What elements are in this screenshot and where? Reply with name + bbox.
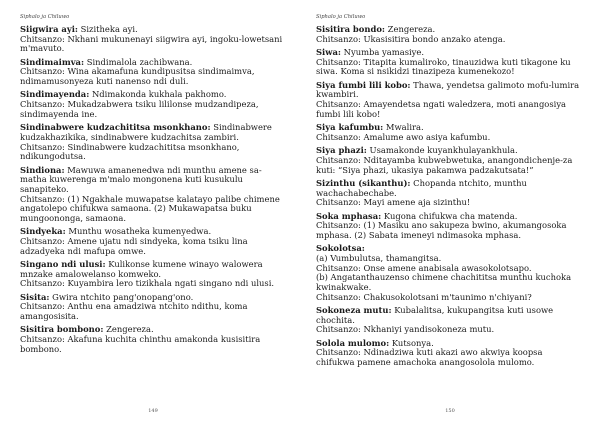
example-text: Amayendetsa ngati waledzera, moti anangosiya fumbi lili kobo! (316, 99, 567, 119)
dictionary-entry (20, 90, 286, 119)
dictionary-entry (20, 58, 286, 87)
dictionary-entry (316, 244, 580, 302)
example-label: Chitsanzo: (20, 99, 65, 110)
definition: Zengereza. (385, 24, 436, 34)
example-label: Chitsanzo: (316, 262, 361, 273)
example-text: Nkhaniyi yandisokoneza mutu. (360, 324, 495, 335)
headword: Sisita: (20, 291, 50, 302)
dictionary-entry (20, 227, 286, 256)
example-text: Amene ujatu ndi sindyeka, koma tsiku lina adzadyeka ndi mafupa omwe. (20, 236, 248, 256)
example-label: Chitsanzo: (20, 193, 65, 204)
headword: Sisitira bombono: (20, 324, 104, 335)
definition: Kulikonse kumene winayo walowera mnzake amalowelanso komweko. (20, 259, 263, 279)
sense-b: (b) Angatanthauzenso chimene chachititsa munthu kuchoka kwinakwake. (316, 272, 572, 293)
example-text: Nditayamba kubwebwetuka, anangondichenje-za kuti: “Siya phazi, ukasiya pakamwa padzakutsata!” (316, 154, 573, 175)
definition: Mwalira. (383, 122, 424, 133)
example-label: Chitsanzo: (316, 324, 361, 335)
example-label: Chitsanzo: (316, 99, 361, 110)
page-number: 150 (445, 408, 455, 414)
definition: Kugona chifukwa cha matenda. (381, 210, 518, 221)
headword: Sokoneza mutu: (316, 305, 392, 316)
definition: Mawuwa amanenedwa ndi munthu amene sa-matha kuwerenga m'malo mongonena kuti kusukulu sanapiteko. (20, 164, 262, 194)
example-text: Ndinadziwa kuti akazi awo akwiya koopsa chifukwa pamene amachoka anangosolola mulomo. (316, 347, 543, 368)
headword: Sizinthu (sikanthu): (316, 177, 411, 188)
example-label: Chitsanzo: (20, 66, 65, 77)
example-label: Chitsanzo: (20, 334, 65, 345)
running-head: Siphalo ja Chiluwo (316, 14, 366, 20)
example-text: Kuyambira lero tizikhala ngati singano ndi ulusi. (64, 278, 275, 289)
headword: Singano ndi ulusi: (20, 259, 106, 270)
dictionary-entry (20, 325, 286, 354)
example-text: Sindinabwere kudzachititsa msonkhano, ndikungodutsa. (20, 141, 240, 162)
dictionary-entry (316, 146, 580, 175)
example-label: Chitsanzo: (316, 154, 361, 165)
headword: Sindimayenda: (20, 89, 90, 100)
headword: Sindiona: (20, 164, 65, 175)
definition: Gwira ntchito pang'onopang'ono. (49, 291, 194, 302)
example-label: Chitsanzo: (316, 347, 361, 358)
example-text: Nkhani mukunenayi siigwira ayi, ingoku-lowetsani m'mavuto. (20, 33, 283, 54)
definition: Sindinabwere kudzakhazikika, sindinabwere kudzachitsa zambiri. (20, 122, 272, 142)
dictionary-entry (20, 293, 286, 322)
dictionary-entry (316, 123, 580, 142)
headword: Sokolotsa: (316, 243, 365, 254)
definition: Kutsonya. (389, 337, 434, 348)
sense-a: (a) Vumbulutsa, thamangitsa. (316, 252, 442, 263)
example-text: Ukasisitira bondo anzako atenga. (360, 33, 506, 44)
headword: Siwa: (316, 47, 341, 57)
definition: Sizitheka ayi. (77, 24, 138, 34)
right-page (300, 0, 600, 424)
dictionary-entry (316, 179, 580, 208)
example-label: Chitsanzo: (316, 197, 361, 208)
example-text: Akafuna kuchita chinthu amakonda kusisitira bombono. (20, 334, 261, 354)
example-label: Chitsanzo: (316, 56, 361, 67)
definition: Ndimakonda kukhala pakhomo. (89, 89, 227, 100)
headword: Sisitira bondo: (316, 24, 385, 34)
dictionary-entry (316, 48, 580, 77)
headword: Solola mulomo: (316, 337, 390, 348)
example-label: Chitsanzo: (316, 291, 361, 302)
example-label: Chitsanzo: (20, 33, 65, 44)
definition: Zengereza. (103, 324, 154, 335)
example-text: (1) Ngakhale muwapatse kalatayo palibe chimene angatolepo chifukwa samaona. (2) Mukawapatsa buku mungoononga, samaona. (20, 193, 280, 224)
definition: Usamakonde kuyankhulayankhula. (366, 145, 518, 156)
dictionary-entry (316, 25, 580, 44)
headword: Siigwira ayi: (20, 24, 78, 34)
example-text: Mayi amene aja sizinthu! (360, 197, 471, 208)
example-text: Wina akamafuna kundipusitsa sindimaimva, ndimamusonyeza kuti nanenso ndi duli. (20, 66, 255, 87)
example-text: Titapita kumaliroko, tinauzidwa kuti tikagone ku siwa. Koma si nsikidzi tinazipeza kumenekozo! (316, 56, 571, 77)
page-number: 149 (148, 408, 158, 414)
example-text: Onse amene anabisala awasokolotsapo. (360, 262, 532, 273)
example-text: Anthu ena amadziwa ntchito ndithu, koma amangosisita. (20, 301, 248, 322)
dictionary-entry (20, 166, 286, 224)
headword: Sindyeka: (20, 226, 66, 237)
dictionary-entry (20, 260, 286, 289)
definition: Kubalalitsa, kukupangitsa kuti usowe chochita. (316, 305, 554, 325)
example-label: Chitsanzo: (316, 131, 361, 142)
definition: Munthu wosatheka kumenyedwa. (65, 226, 212, 237)
headword: Siya kafumbu: (316, 122, 384, 133)
dictionary-entry (316, 81, 580, 120)
example-label: Chitsanzo: (20, 301, 65, 312)
dictionary-entry (20, 25, 286, 54)
dictionary-entry (316, 339, 580, 368)
headword: Siya fumbi lili kobo: (316, 79, 411, 90)
example-label: Chitsanzo: (316, 220, 361, 231)
headword: Sindinabwere kudzachititsa msonkhano: (20, 122, 211, 133)
definition: Nyumba yamasiye. (340, 47, 425, 57)
running-head: Siphalo ja Chiluwo (20, 14, 70, 20)
example-label: Chitsanzo: (316, 33, 361, 44)
example-text: (1) Masiku ano sakupeza bwino, akumangosoka mphasa. (2) Sabata imeneyi ndimasoka mphasa. (316, 220, 567, 240)
definition: Chopanda ntchito, munthu wachachabechabe. (316, 177, 527, 198)
dictionary-entry (316, 306, 580, 335)
example-label: Chitsanzo: (20, 278, 65, 289)
example-text: Mukadzabwera tsiku lililonse mudzandipeza, sindimayenda ine. (20, 99, 259, 119)
example-text: Chakusokolotsani m'taunimo n'chiyani? (360, 291, 532, 302)
definition: Sindimalola zachibwana. (84, 56, 193, 67)
example-label: Chitsanzo: (20, 236, 65, 247)
dictionary-entry (316, 212, 580, 241)
example-text: Amalume awo asiya kafumbu. (360, 131, 491, 142)
example-label: Chitsanzo: (20, 141, 65, 152)
dictionary-entry (20, 123, 286, 162)
headword: Sindimaimva: (20, 56, 85, 67)
headword: Siya phazi: (316, 145, 367, 156)
definition: Thawa, yendetsa galimoto mofu-lumira kwambiri. (316, 79, 580, 100)
headword: Soka mphasa: (316, 210, 382, 221)
